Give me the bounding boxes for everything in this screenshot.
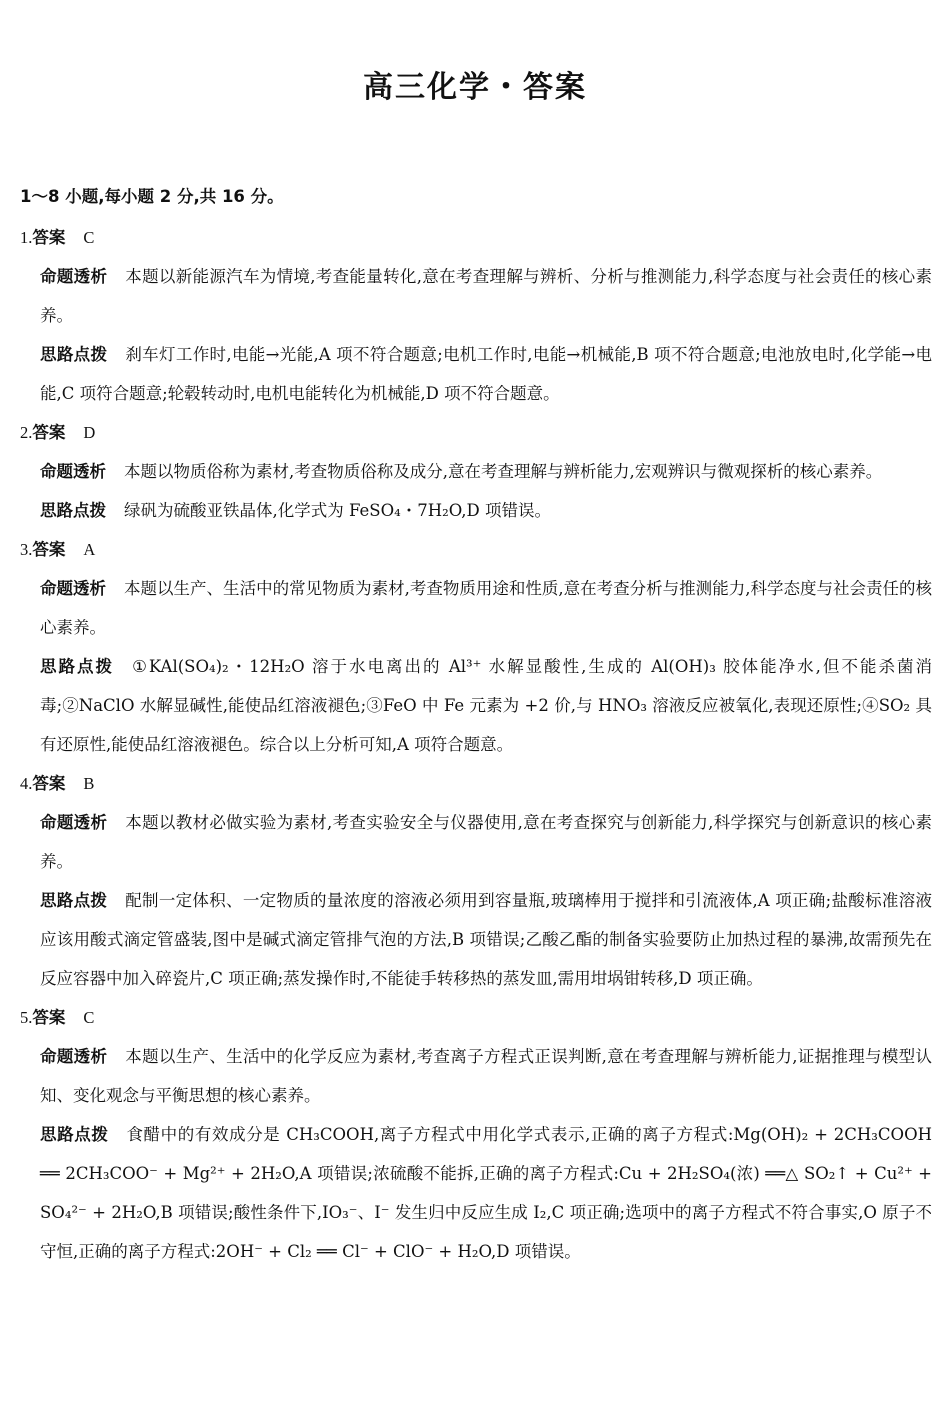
hint-label: 思路点拨 <box>40 501 106 520</box>
analysis-paragraph <box>40 452 932 491</box>
question-number: 1. <box>20 228 33 247</box>
question-item <box>20 530 932 764</box>
answer-label: 答案 <box>32 774 66 793</box>
question-number: 4. <box>20 774 33 793</box>
hint-label: 思路点拨 <box>40 891 108 910</box>
hint-text: 配制一定体积、一定物质的量浓度的溶液必须用到容量瓶,玻璃棒用于搅拌和引流液体,A 项正确;盐酸标准溶液应该用酸式滴定管盛装,图中是碱式滴定管排气泡的方法,B 项错误;乙酸乙酯的制备实验要防止加热过程的暴沸,故需预先在反应容器中加入碎瓷片,C 项正确;蒸发操作时,不能徒手转移热的蒸发皿,需用坩埚钳转移,D 项正确。 <box>40 891 932 988</box>
analysis-text: 本题以教材必做实验为素材,考查实验安全与仪器使用,意在考查探究与创新能力,科学探究与创新意识的核心素养。 <box>40 813 932 871</box>
hint-text: ①KAl(SO₄)₂・12H₂O 溶于水电离出的 Al³⁺ 水解显酸性,生成的 Al(OH)₃ 胶体能净水,但不能杀菌消毒;②NaClO 水解显碱性,能使品红溶液褪色;③FeO 中 Fe 元素为 +2 价,与 HNO₃ 溶液反应被氧化,表现还原性;④SO₂ 具有还原性,能使品红溶液褪色。综合以上分析可知,A 项符合题意。 <box>40 657 932 754</box>
analysis-text: 本题以生产、生活中的化学反应为素材,考查离子方程式正误判断,意在考查理解与辨析能力,证据推理与模型认知、变化观念与平衡思想的核心素养。 <box>40 1047 932 1105</box>
question-header <box>20 218 932 257</box>
question-item <box>20 218 932 413</box>
answer-value: D <box>83 423 96 442</box>
answer-value: C <box>83 1008 95 1027</box>
analysis-text: 本题以生产、生活中的常见物质为素材,考查物质用途和性质,意在考查分析与推测能力,科学态度与社会责任的核心素养。 <box>40 579 932 637</box>
question-item <box>20 764 932 998</box>
question-number: 3. <box>20 540 33 559</box>
hint-label: 思路点拨 <box>40 345 108 364</box>
hint-label: 思路点拨 <box>40 657 115 676</box>
hint-text: 绿矾为硫酸亚铁晶体,化学式为 FeSO₄・7H₂O,D 项错误。 <box>124 501 552 520</box>
question-number: 2. <box>20 423 33 442</box>
answer-value: B <box>83 774 95 793</box>
hint-paragraph <box>40 335 932 413</box>
analysis-label: 命题透析 <box>40 267 108 286</box>
hint-text: 刹车灯工作时,电能→光能,A 项不符合题意;电机工作时,电能→机械能,B 项不符合题意;电池放电时,化学能→电能,C 项符合题意;轮毂转动时,电机电能转化为机械能,D 项不符合题意。 <box>40 345 932 403</box>
question-number: 5. <box>20 1008 33 1027</box>
analysis-paragraph <box>40 803 932 881</box>
answer-label: 答案 <box>32 228 66 247</box>
answer-label: 答案 <box>32 1008 66 1027</box>
question-header <box>20 764 932 803</box>
question-header <box>20 998 932 1037</box>
answer-value: A <box>83 540 96 559</box>
analysis-label: 命题透析 <box>40 579 107 598</box>
answer-label: 答案 <box>32 540 66 559</box>
analysis-paragraph <box>40 257 932 335</box>
question-list <box>20 218 932 1271</box>
hint-paragraph <box>40 881 932 998</box>
question-item <box>20 998 932 1271</box>
page-title: 高三化学・答案 <box>363 70 587 105</box>
hint-paragraph <box>40 491 932 530</box>
analysis-paragraph <box>40 569 932 647</box>
question-item <box>20 413 932 530</box>
analysis-text: 本题以物质俗称为素材,考查物质俗称及成分,意在考查理解与辨析能力,宏观辨识与微观探析的核心素养。 <box>124 462 883 481</box>
hint-label: 思路点拨 <box>40 1125 109 1144</box>
analysis-label: 命题透析 <box>40 462 106 481</box>
analysis-label: 命题透析 <box>40 1047 108 1066</box>
answer-value: C <box>83 228 95 247</box>
hint-paragraph <box>40 1115 932 1271</box>
question-header <box>20 530 932 569</box>
analysis-label: 命题透析 <box>40 813 108 832</box>
analysis-paragraph <box>40 1037 932 1115</box>
hint-paragraph <box>40 647 932 764</box>
question-header <box>20 413 932 452</box>
answer-label: 答案 <box>32 423 66 442</box>
hint-text: 食醋中的有效成分是 CH₃COOH,离子方程式中用化学式表示,正确的离子方程式:Mg(OH)₂ + 2CH₃COOH ══ 2CH₃COO⁻ + Mg²⁺ + 2H₂O,A 项错误;浓硫酸不能拆,正确的离子方程式:Cu + 2H₂SO₄(浓) ══△ SO₂↑ + Cu²⁺ + SO₄²⁻ + 2H₂O,B 项错误;酸性条件下,IO₃⁻、I⁻ 发生归中反应生成 I₂,C 项正确;选项中的离子方程式不符合事实,O 原子不守恒,正确的离子方程式:2OH⁻ + Cl₂ ══ Cl⁻ + ClO⁻ + H₂O,D 项错误。 <box>40 1125 932 1261</box>
section-intro: 1～8 小题,每小题 2 分,共 16 分。 <box>20 187 284 206</box>
analysis-text: 本题以新能源汽车为情境,考查能量转化,意在考查理解与辨析、分析与推测能力,科学态度与社会责任的核心素养。 <box>40 267 932 325</box>
